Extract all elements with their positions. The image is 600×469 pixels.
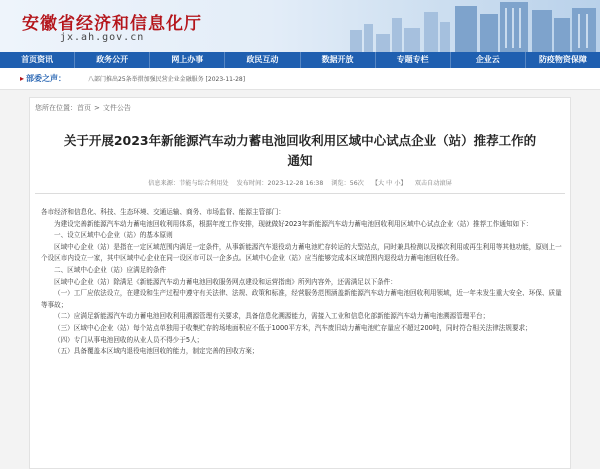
paragraph: （二）应满足新能源汽车动力蓄电池回收利用溯源管理有关要求，具备信息化溯源能力，需接入工业和信息化部新能源汽车动力蓄电池溯源管理平台； [54,312,490,321]
breadcrumb-home[interactable]: 首页 [77,104,91,112]
paragraph: （五）具备覆盖本区域内退役电池回收的能力，制定完善的回收方案； [54,347,259,356]
notice-label: ▸ 部委之声： [20,74,67,83]
nav-item-topics[interactable]: 专题专栏 [376,52,451,68]
site-title[interactable]: 安徽省经济和信息化厅 [22,14,202,34]
nav-item-gov-affairs[interactable]: 政务公开 [75,52,150,68]
article-meta [30,178,570,187]
breadcrumb: 您所在位置：首页 > 文件公告 [35,104,131,112]
paragraph: （三）区域中心企业（站）每个站点单独用于收集贮存的场地面积应不低于1000平方米，汽车废旧动力蓄电池贮存量应不超过200吨，同时符合相关法律法规要求； [54,323,532,332]
main-nav [0,52,600,68]
notice-link[interactable]: 八部门推出25条举措加强民营企业金融服务 [2023-11-28] [88,76,246,83]
meta-date: 发布时间：2023-12-28 16:38 [236,180,324,187]
breadcrumb-file-notices[interactable]: 文件公告 [102,104,131,112]
nav-item-home[interactable]: 首页资讯 [0,52,75,68]
paragraph: 区域中心企业（站）是指在一定区域范围内满足一定条件，从事新能源汽车退役动力蓄电池贮存转运的大型站点，同时兼具检测以及梯次利用或再生利用等其他功能，原则上一个设区市内设立一家，其中区域中心企业在同一设区市可以一企多点。区域中心企业（站）应当能够完成本区域范围内退役动力蓄电池回收任务。 [41,242,562,263]
site-header [0,0,600,52]
nav-item-online-services[interactable]: 网上办事 [150,52,225,68]
auto-scroll-toggle[interactable]: 双击自动滚屏 [414,180,452,187]
font-size-toggle[interactable]: 【大 中 小】 [371,180,407,187]
article-title: 关于开展2023年新能源汽车动力蓄电池回收利用区域中心试点企业（站）推荐工作的 通知 [63,133,537,168]
paragraph: （四）专门从事电池回收的从业人员不得少于5人； [54,335,204,344]
nav-item-enterprise-cloud[interactable]: 企业云 [451,52,526,68]
article-panel [29,97,571,469]
meta-views: 浏览：56次 [331,180,364,187]
city-skyline-image [340,0,600,52]
paragraph: 各市经济和信息化、科技、生态环境、交通运输、商务、市场监督、能源主管部门： [41,208,285,216]
paragraph: 区域中心企业（站）除满足《新能源汽车动力蓄电池回收服务网点建设和运营指南》所列内容外，还需满足以下条件： [54,277,397,286]
divider [35,193,565,194]
notice-bar [0,68,600,90]
paragraph: （一）工厂应依法设立，在建设和生产过程中遵守有关法律、法规、政策和标准，经营服务范围涵盖新能源汽车动力蓄电池回收利用领域，近一年未发生重大安全、环保、质量等事故； [41,289,562,309]
section-heading: 一、设立区域中心企业（站）的基本原则 [54,231,173,240]
nav-item-epidemic-supplies[interactable]: 防疫物资保障 [538,55,587,64]
nav-item-open-data[interactable]: 数据开放 [301,52,376,68]
article-body [41,207,563,358]
site-url: jx.ah.gov.cn [60,32,145,43]
triangle-icon: ▸ [20,74,25,83]
nav-item-interaction[interactable]: 政民互动 [225,52,300,68]
paragraph: 为建设完善新能源汽车动力蓄电池回收利用体系，根据年度工作安排，现就做好2023年新能源汽车动力蓄电池回收利用区域中心试点企业（站）推荐工作通知如下： [54,219,533,228]
meta-source: 信息来源：节能与综合利用处 [148,180,229,187]
section-heading: 二、区域中心企业（站）应满足的条件 [54,265,167,274]
